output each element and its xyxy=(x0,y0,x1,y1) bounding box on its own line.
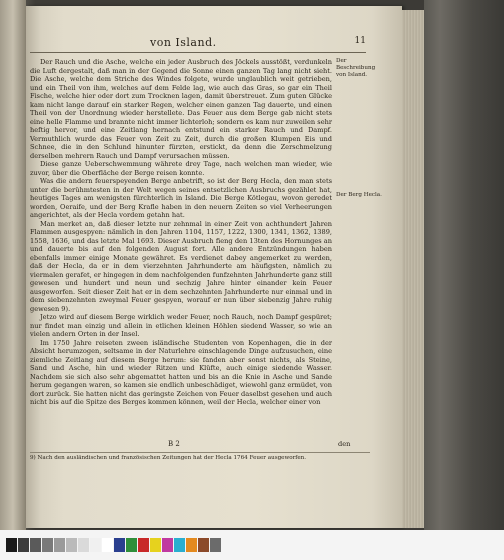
paragraph: Diese ganze Ueberschwemmung währete drey Tage, nach welchen man wieder, wie zuvor, über die Oberfläche der Berge reisen konnte. xyxy=(30,160,332,177)
running-head: von Island. xyxy=(150,36,217,49)
color-swatch xyxy=(66,538,77,552)
color-swatch xyxy=(6,538,17,552)
color-swatch xyxy=(150,538,161,552)
color-swatch xyxy=(198,538,209,552)
color-swatch xyxy=(54,538,65,552)
catchword: den xyxy=(338,440,351,448)
color-swatch xyxy=(210,538,221,552)
paragraph: Der Rauch und die Asche, welche ein jeder Ausbruch des Jöckels ausstößt, verdunkeln die Luft dergestalt, daß man in der Gegend die Sonne einen ganzen Tag lang nicht sieht. Die Asche, welche dem Striche des Windes folgete, wurde unglaublich weit getrieben, und ein Theil von ihm, welches auf dem Felde lag, wie auch das Gras, so gar ein Theil Fische, welche hier oder dort zum Trocknen lagen, damit überstreuet. Zum guten Glücke kam nicht lange darauf ein starker Regen, welcher einen ganzen Tag dauerte, und einen Theil von der Unordnung wieder herstellete. Das Feuer aus dem Berge gab nicht stets eine helle Flamme und brannte nicht immer lichterloh; sondern es kam nur zuweilen sehr heftig hervor, und eine Zeitlang hernach entstund ein starker Rauch und Dampf. Vermuthlich wurde das Feuer von Zeit zu Zeit, durch die großen Klumpen Eis und Schnee, die in den Schlund hinunter fürzten, erstickt, da denn die Zerschmelzung derselben mehrern Rauch und Dampf verursachen müssen. xyxy=(30,58,332,160)
paragraph: Man merket an, daß dieser letzte nur zehnmal in einer Zeit von achthundert Jahren Flammen ausgespyen: nämlich in den Jahren 1104, 1157, 1222, 1300, 1341, 1362, 1389, 1558, 1636, und das letzte Mal 1693. Dieser Ausbruch fieng den 13ten des Hornunges an und dauerte bis auf den folgenden August fort. Alle andere Entzündungen haben ebenfalls immer einige Monate gewähret. Es verdienet dabey angemerket zu werden, daß der Hecla, da er in dem vierzehnten Jahrhunderte am häufigsten, nämlich zu viermalen gerafet, er hingegen in dem nachfolgenden funfzehnten Jahrhunderte ganz still gewesen und hundert und neun und sechzig Jahre hinter einander kein Feuer ausgeworfen. Seit dieser Zeit hat er in dem sechzehnten Jahrhunderte nur einmal und in dem siebenzehnten zweymal Feuer gespyen, worauf er nun über siebenzig Jahre ruhig gewesen 9). xyxy=(30,219,332,313)
color-swatch xyxy=(30,538,41,552)
color-swatch xyxy=(138,538,149,552)
color-swatch xyxy=(78,538,89,552)
paragraph: Im 1750 Jahre reiseten zween isländische Studenten von Kopenhagen, die in der Absicht herumzogen, seltsame in der Naturlehre einschlagende Dinge aufzusuchen, eine ziemliche Zeitlang auf diesem Berge herum: sie fanden aber sonst nichts, als Steine, Sand und Asche, hin und wieder Ritzen und Klüfte, auch einige siedende Wasser. Nachdem sie sich also sehr abgemattet hatten und bis an die Knie in Asche und Sande herum gegangen waren, so kamen sie endlich unbeschädiget, wiewohl ganz ermüdet, von dort zurück. Sie hatten nicht das geringste Zeichen von Feuer daselbst gesehen und auch nicht bis auf die Spitze des Berges kommen können, weil der Hecla, welcher einer von xyxy=(30,338,332,406)
color-swatch xyxy=(102,538,113,552)
color-swatch xyxy=(114,538,125,552)
color-swatch xyxy=(186,538,197,552)
footnote: 9) Nach den ausländischen und französischen Zeitungen hat der Hecla 1764 Feuer ausgeworfen. xyxy=(30,452,370,462)
color-swatch xyxy=(18,538,29,552)
margin-note: Der Beschreibung von Island. xyxy=(336,58,376,78)
paragraph: Was die andern feuerspeyenden Berge anbetrift, so ist der Berg Hecla, den man stets unter die berühmtesten in der Welt wegen seines entsetzlichen Ausbruchs gezählet hat, heutiges Tages am wenigsten fürchterlich in Island. Die Berge Kötlegau, wovon geredet worden, Oeraife, und der Berg Krafle haben in den neuern Zeiten so viel Verheerungen angerichtet, als der Hecla vordem getahn hat. xyxy=(30,177,332,219)
color-swatch xyxy=(42,538,53,552)
color-swatch xyxy=(90,538,101,552)
book-cover xyxy=(424,0,504,530)
paragraph: Jetzo wird auf diesem Berge wirklich weder Feuer, noch Rauch, noch Dampf gespüret; nur findet man einzig und allein in etlichen kleinen Höhlen siedend Wasser, so wie an vielen andern Orten in der Insel. xyxy=(30,313,332,338)
page-header xyxy=(30,36,366,53)
margin-note: Der Berg Hecla. xyxy=(336,192,382,198)
color-swatch xyxy=(174,538,185,552)
color-swatch xyxy=(126,538,137,552)
signature-mark: B 2 xyxy=(168,440,180,448)
page-number: 11 xyxy=(354,36,366,46)
page-block-edges xyxy=(402,10,424,528)
previous-page-edge xyxy=(0,0,26,530)
color-calibration-bar xyxy=(6,538,222,552)
body-text xyxy=(30,58,332,407)
color-swatch xyxy=(162,538,173,552)
